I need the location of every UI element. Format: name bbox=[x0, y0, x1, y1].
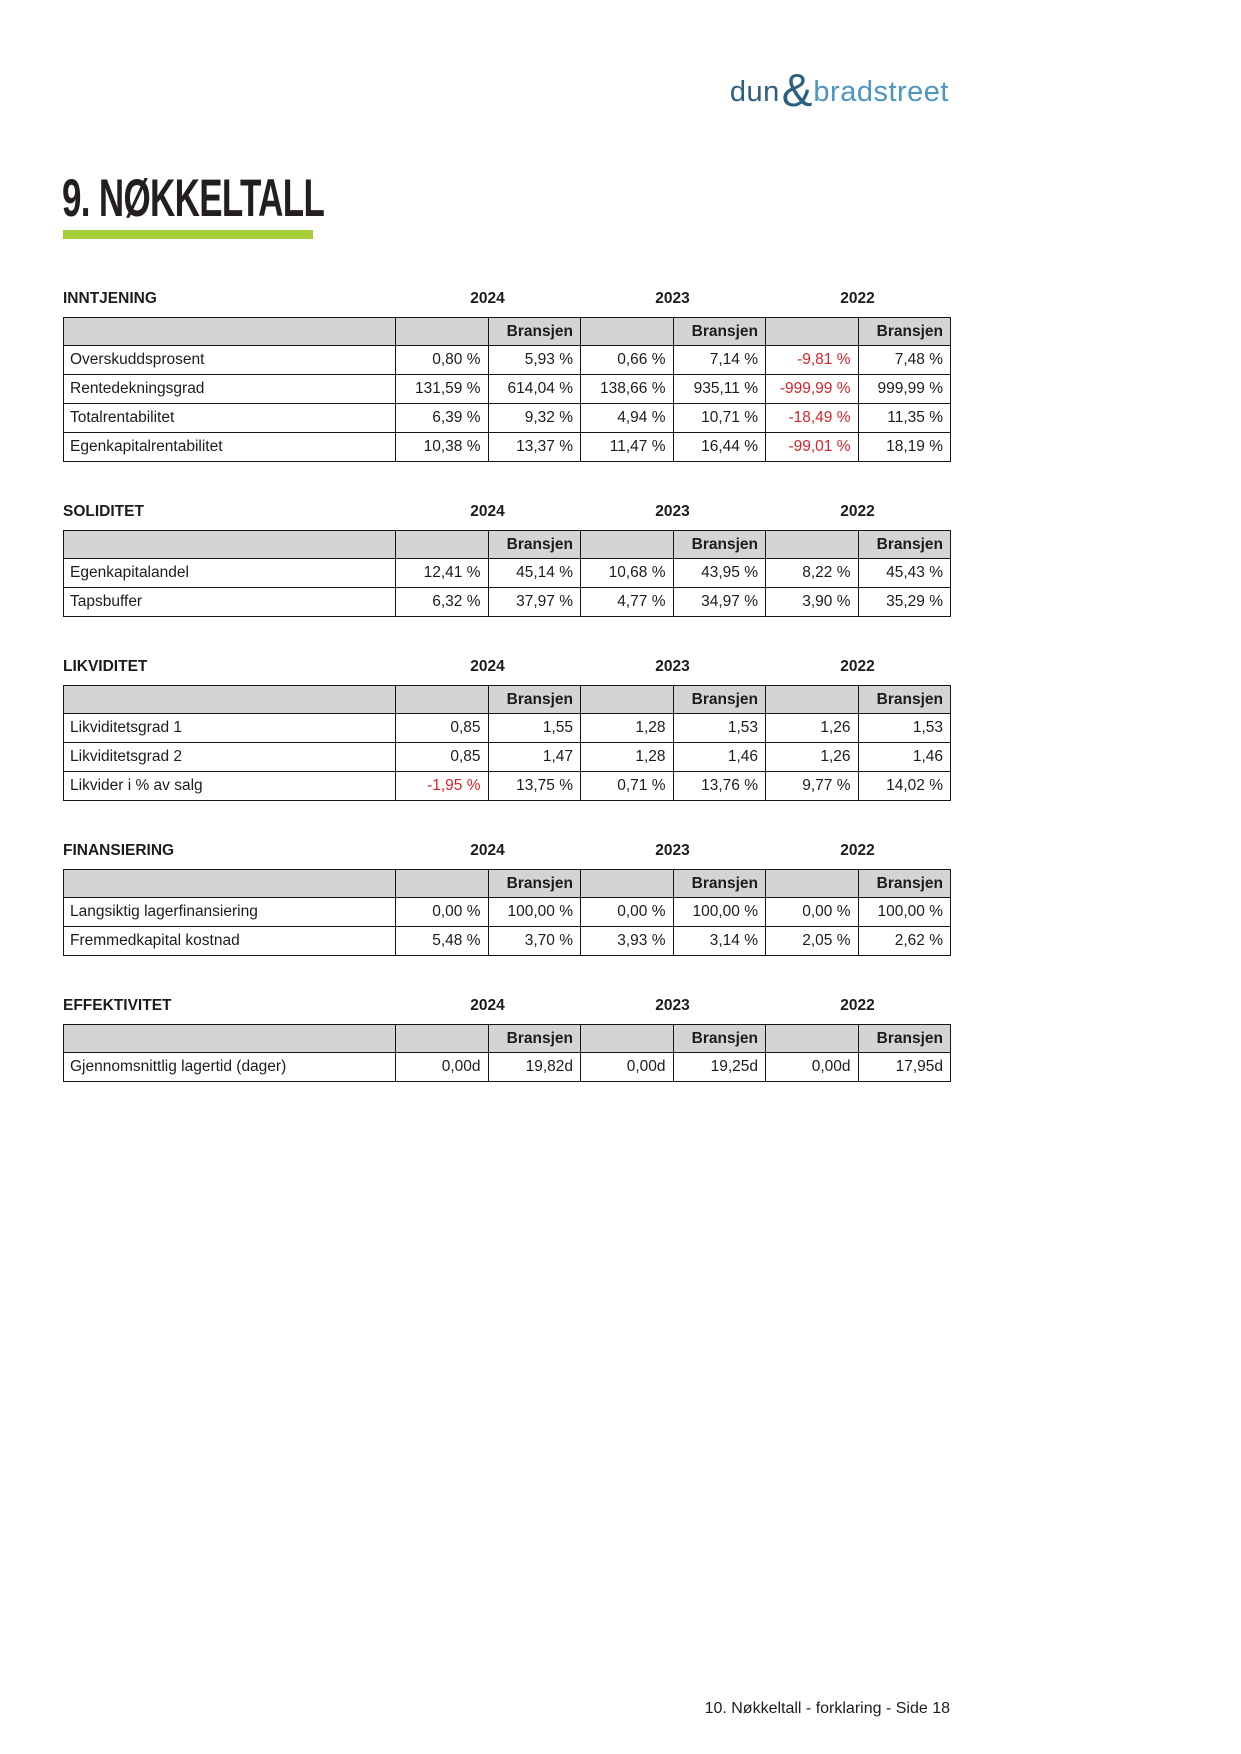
header-empty-cell bbox=[64, 870, 396, 898]
header-empty-cell bbox=[766, 318, 859, 346]
table-row bbox=[64, 375, 951, 404]
value-cell: 0,85 bbox=[396, 714, 489, 743]
row-label: Rentedekningsgrad bbox=[64, 375, 396, 404]
value-cell: 16,44 % bbox=[673, 433, 766, 462]
row-label: Likviditetsgrad 2 bbox=[64, 743, 396, 772]
bransjen-header-cell: Bransjen bbox=[488, 686, 581, 714]
value-cell: 131,59 % bbox=[396, 375, 489, 404]
header-empty-cell bbox=[64, 1025, 396, 1053]
year-label: 2024 bbox=[470, 997, 505, 1014]
value-cell: 19,82d bbox=[488, 1053, 581, 1082]
value-cell: 19,25d bbox=[673, 1053, 766, 1082]
header-empty-cell bbox=[581, 318, 674, 346]
value-cell: 9,32 % bbox=[488, 404, 581, 433]
kpi-table bbox=[63, 1024, 951, 1082]
table-row bbox=[64, 404, 951, 433]
value-cell: 10,38 % bbox=[396, 433, 489, 462]
logo-ampersand-icon: & bbox=[781, 64, 813, 116]
value-cell: -9,81 % bbox=[766, 346, 859, 375]
value-cell: -999,99 % bbox=[766, 375, 859, 404]
value-cell: 37,97 % bbox=[488, 588, 581, 617]
bransjen-header-cell: Bransjen bbox=[858, 686, 951, 714]
value-cell: 1,46 bbox=[858, 743, 951, 772]
table-row bbox=[64, 714, 951, 743]
year-label: 2023 bbox=[655, 658, 690, 675]
value-cell: 8,22 % bbox=[766, 559, 859, 588]
row-label: Tapsbuffer bbox=[64, 588, 396, 617]
header-empty-cell bbox=[766, 686, 859, 714]
title-accent-bar bbox=[63, 230, 313, 239]
page-footer: 10. Nøkkeltall - forklaring - Side 18 bbox=[704, 1700, 950, 1717]
table-header-row bbox=[64, 870, 951, 898]
value-cell: 1,55 bbox=[488, 714, 581, 743]
row-label: Overskuddsprosent bbox=[64, 346, 396, 375]
section-title: INNTJENING bbox=[63, 290, 157, 307]
row-label: Totalrentabilitet bbox=[64, 404, 396, 433]
value-cell: 935,11 % bbox=[673, 375, 766, 404]
value-cell: 1,26 bbox=[766, 743, 859, 772]
year-label: 2024 bbox=[470, 503, 505, 520]
section-header bbox=[63, 842, 950, 860]
value-cell: 9,77 % bbox=[766, 772, 859, 801]
section-header bbox=[63, 997, 950, 1015]
header-empty-cell bbox=[396, 1025, 489, 1053]
year-label: 2022 bbox=[840, 997, 875, 1014]
table-header-row bbox=[64, 531, 951, 559]
value-cell: 18,19 % bbox=[858, 433, 951, 462]
row-label: Likviditetsgrad 1 bbox=[64, 714, 396, 743]
table-row bbox=[64, 559, 951, 588]
value-cell: 0,71 % bbox=[581, 772, 674, 801]
value-cell: 3,93 % bbox=[581, 927, 674, 956]
value-cell: 34,97 % bbox=[673, 588, 766, 617]
header-empty-cell bbox=[766, 531, 859, 559]
value-cell: -1,95 % bbox=[396, 772, 489, 801]
year-label: 2024 bbox=[470, 658, 505, 675]
value-cell: 999,99 % bbox=[858, 375, 951, 404]
value-cell: 0,00d bbox=[766, 1053, 859, 1082]
value-cell: 3,14 % bbox=[673, 927, 766, 956]
section-header bbox=[63, 658, 950, 676]
row-label: Fremmedkapital kostnad bbox=[64, 927, 396, 956]
value-cell: 6,32 % bbox=[396, 588, 489, 617]
header-empty-cell bbox=[581, 686, 674, 714]
bransjen-header-cell: Bransjen bbox=[673, 686, 766, 714]
value-cell: 7,48 % bbox=[858, 346, 951, 375]
value-cell: 0,00 % bbox=[766, 898, 859, 927]
value-cell: 14,02 % bbox=[858, 772, 951, 801]
value-cell: 4,77 % bbox=[581, 588, 674, 617]
header-empty-cell bbox=[396, 318, 489, 346]
table-header-row bbox=[64, 318, 951, 346]
section-header bbox=[63, 290, 950, 308]
value-cell: 13,37 % bbox=[488, 433, 581, 462]
value-cell: -99,01 % bbox=[766, 433, 859, 462]
value-cell: 4,94 % bbox=[581, 404, 674, 433]
value-cell: 3,90 % bbox=[766, 588, 859, 617]
bransjen-header-cell: Bransjen bbox=[858, 870, 951, 898]
value-cell: 100,00 % bbox=[673, 898, 766, 927]
value-cell: 0,85 bbox=[396, 743, 489, 772]
table-row bbox=[64, 588, 951, 617]
value-cell: 138,66 % bbox=[581, 375, 674, 404]
table-row bbox=[64, 433, 951, 462]
table-row bbox=[64, 898, 951, 927]
value-cell: 100,00 % bbox=[858, 898, 951, 927]
table-header-row bbox=[64, 686, 951, 714]
header-empty-cell bbox=[581, 531, 674, 559]
value-cell: 1,53 bbox=[858, 714, 951, 743]
bransjen-header-cell: Bransjen bbox=[673, 1025, 766, 1053]
value-cell: 614,04 % bbox=[488, 375, 581, 404]
table-block-inntjening bbox=[63, 290, 950, 462]
value-cell: 43,95 % bbox=[673, 559, 766, 588]
bransjen-header-cell: Bransjen bbox=[673, 870, 766, 898]
row-label: Egenkapitalandel bbox=[64, 559, 396, 588]
year-label: 2023 bbox=[655, 997, 690, 1014]
bransjen-header-cell: Bransjen bbox=[858, 318, 951, 346]
value-cell: 2,62 % bbox=[858, 927, 951, 956]
kpi-table bbox=[63, 530, 951, 617]
year-label: 2022 bbox=[840, 290, 875, 307]
kpi-table bbox=[63, 317, 951, 462]
value-cell: 0,00d bbox=[396, 1053, 489, 1082]
value-cell: 13,75 % bbox=[488, 772, 581, 801]
section-header bbox=[63, 503, 950, 521]
year-label: 2023 bbox=[655, 503, 690, 520]
year-label: 2023 bbox=[655, 290, 690, 307]
value-cell: 1,26 bbox=[766, 714, 859, 743]
value-cell: 1,47 bbox=[488, 743, 581, 772]
value-cell: 1,28 bbox=[581, 743, 674, 772]
table-block-finansiering bbox=[63, 842, 950, 956]
row-label: Gjennomsnittlig lagertid (dager) bbox=[64, 1053, 396, 1082]
table-block-effektivitet bbox=[63, 997, 950, 1082]
kpi-table bbox=[63, 685, 951, 801]
bransjen-header-cell: Bransjen bbox=[673, 318, 766, 346]
value-cell: 10,68 % bbox=[581, 559, 674, 588]
value-cell: 12,41 % bbox=[396, 559, 489, 588]
table-row bbox=[64, 743, 951, 772]
bransjen-header-cell: Bransjen bbox=[858, 531, 951, 559]
year-label: 2022 bbox=[840, 503, 875, 520]
bransjen-header-cell: Bransjen bbox=[488, 870, 581, 898]
value-cell: 3,70 % bbox=[488, 927, 581, 956]
header-empty-cell bbox=[581, 1025, 674, 1053]
header-empty-cell bbox=[64, 531, 396, 559]
row-label: Langsiktig lagerfinansiering bbox=[64, 898, 396, 927]
value-cell: 100,00 % bbox=[488, 898, 581, 927]
section-title: EFFEKTIVITET bbox=[63, 997, 172, 1014]
value-cell: 1,46 bbox=[673, 743, 766, 772]
header-empty-cell bbox=[64, 318, 396, 346]
value-cell: 5,48 % bbox=[396, 927, 489, 956]
value-cell: 0,00 % bbox=[581, 898, 674, 927]
year-label: 2022 bbox=[840, 842, 875, 859]
logo-text-dun: dun bbox=[729, 76, 780, 109]
row-label: Likvider i % av salg bbox=[64, 772, 396, 801]
year-label: 2024 bbox=[470, 842, 505, 859]
value-cell: 0,80 % bbox=[396, 346, 489, 375]
header-empty-cell bbox=[64, 686, 396, 714]
logo-text-bradstreet: bradstreet bbox=[813, 76, 949, 109]
header-empty-cell bbox=[396, 531, 489, 559]
table-row bbox=[64, 1053, 951, 1082]
value-cell: 1,28 bbox=[581, 714, 674, 743]
year-label: 2024 bbox=[470, 290, 505, 307]
value-cell: 45,14 % bbox=[488, 559, 581, 588]
value-cell: 0,66 % bbox=[581, 346, 674, 375]
header-empty-cell bbox=[766, 1025, 859, 1053]
table-header-row bbox=[64, 1025, 951, 1053]
section-title: SOLIDITET bbox=[63, 503, 144, 520]
value-cell: 11,35 % bbox=[858, 404, 951, 433]
value-cell: 1,53 bbox=[673, 714, 766, 743]
bransjen-header-cell: Bransjen bbox=[488, 1025, 581, 1053]
table-row bbox=[64, 346, 951, 375]
year-label: 2022 bbox=[840, 658, 875, 675]
header-empty-cell bbox=[396, 870, 489, 898]
year-label: 2023 bbox=[655, 842, 690, 859]
section-title: FINANSIERING bbox=[63, 842, 175, 859]
value-cell: 45,43 % bbox=[858, 559, 951, 588]
table-block-likviditet bbox=[63, 658, 950, 801]
table-row bbox=[64, 772, 951, 801]
tables-container bbox=[63, 290, 950, 1123]
header-empty-cell bbox=[396, 686, 489, 714]
table-row bbox=[64, 927, 951, 956]
kpi-table bbox=[63, 869, 951, 956]
value-cell: 13,76 % bbox=[673, 772, 766, 801]
section-title: LIKVIDITET bbox=[63, 658, 148, 675]
header-empty-cell bbox=[581, 870, 674, 898]
value-cell: 7,14 % bbox=[673, 346, 766, 375]
value-cell: 35,29 % bbox=[858, 588, 951, 617]
dun-bradstreet-logo bbox=[729, 64, 949, 116]
value-cell: 17,95d bbox=[858, 1053, 951, 1082]
value-cell: 10,71 % bbox=[673, 404, 766, 433]
value-cell: 6,39 % bbox=[396, 404, 489, 433]
bransjen-header-cell: Bransjen bbox=[858, 1025, 951, 1053]
page-title: 9. NØKKELTALL bbox=[62, 169, 325, 228]
value-cell: -18,49 % bbox=[766, 404, 859, 433]
header-empty-cell bbox=[766, 870, 859, 898]
value-cell: 0,00d bbox=[581, 1053, 674, 1082]
value-cell: 0,00 % bbox=[396, 898, 489, 927]
value-cell: 2,05 % bbox=[766, 927, 859, 956]
bransjen-header-cell: Bransjen bbox=[488, 531, 581, 559]
row-label: Egenkapitalrentabilitet bbox=[64, 433, 396, 462]
bransjen-header-cell: Bransjen bbox=[488, 318, 581, 346]
value-cell: 11,47 % bbox=[581, 433, 674, 462]
bransjen-header-cell: Bransjen bbox=[673, 531, 766, 559]
value-cell: 5,93 % bbox=[488, 346, 581, 375]
table-block-soliditet bbox=[63, 503, 950, 617]
